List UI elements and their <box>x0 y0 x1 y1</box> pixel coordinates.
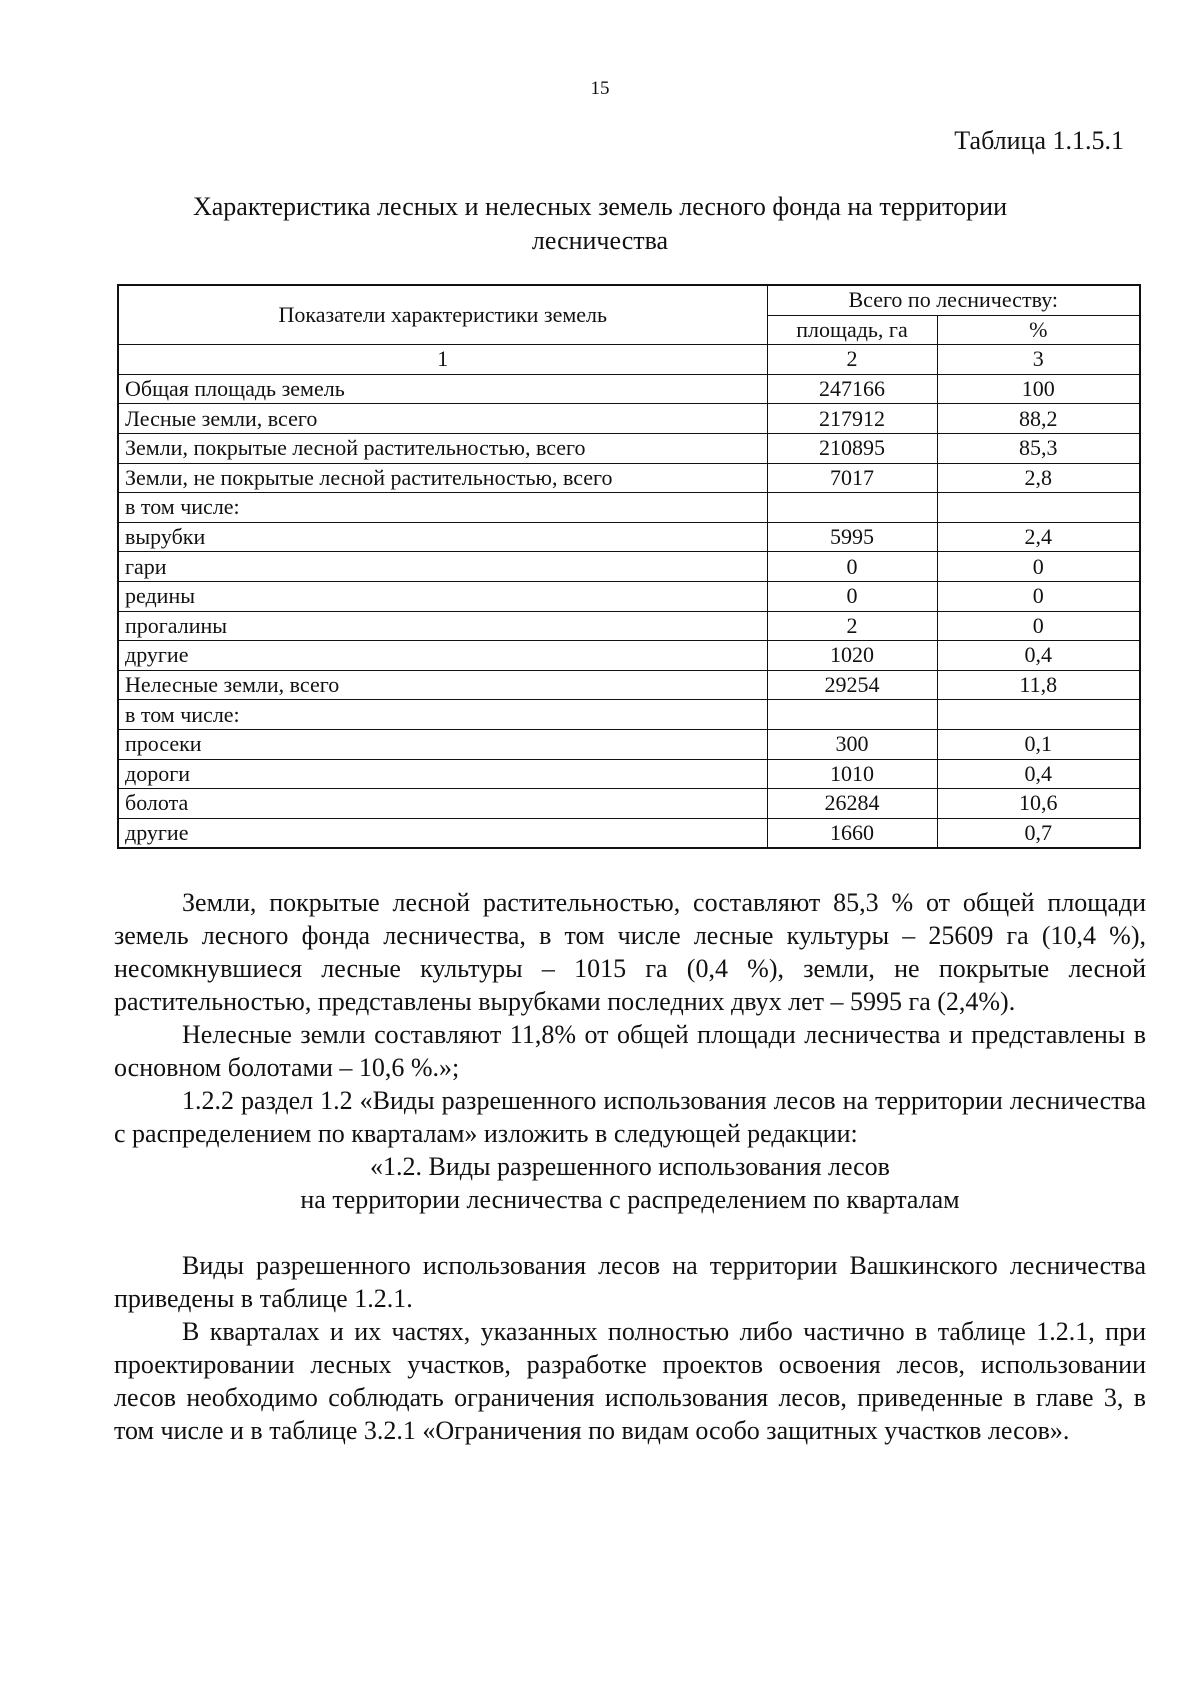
page-number: 15 <box>590 78 610 99</box>
row-area-value: 1020 <box>767 641 937 671</box>
row-indicator-name: Нелесные земли, всего <box>118 670 767 700</box>
row-indicator-name: болота <box>118 789 767 819</box>
row-percent-value: 100 <box>937 374 1140 404</box>
table-row <box>118 789 1140 819</box>
row-indicator-name: Земли, покрытые лесной растительностью, всего <box>118 433 767 463</box>
row-percent-value: 0 <box>937 611 1140 641</box>
row-area-value <box>767 700 937 730</box>
row-indicator-name: дороги <box>118 759 767 789</box>
row-indicator-name: в том числе: <box>118 493 767 523</box>
row-percent-value: 0,4 <box>937 641 1140 671</box>
table-row <box>118 581 1140 611</box>
row-area-value: 210895 <box>767 433 937 463</box>
paragraph-restrictions: В кварталах и их частях, указанных полностью либо частично в таблице 1.2.1, при проектировании лесных участков, разработке проектов освоения лесов, использовании лесов необходимо соблюдать ограничения использования лесов, приведенные в главе 3, в том числе и в таблице 3.2.1 «Ограничения по видам особо защитных участков лесов». <box>114 1317 1146 1445</box>
section-title-line-1: «1.2. Виды разрешенного использования лесов <box>370 1152 890 1181</box>
column-number: 3 <box>937 345 1140 375</box>
row-percent-value: 85,3 <box>937 433 1140 463</box>
row-percent-value: 88,2 <box>937 404 1140 434</box>
row-indicator-name: в том числе: <box>118 700 767 730</box>
row-indicator-name: Лесные земли, всего <box>118 404 767 434</box>
row-indicator-name: просеки <box>118 729 767 759</box>
row-area-value: 1010 <box>767 759 937 789</box>
row-indicator-name: Земли, не покрытые лесной растительностью, всего <box>118 463 767 493</box>
header-area: площадь, га <box>767 315 937 345</box>
table-row <box>118 641 1140 671</box>
paragraph-usage-types: Виды разрешенного использования лесов на территории Вашкинского лесничества приведены в таблице 1.2.1. <box>114 1251 1146 1313</box>
row-indicator-name: другие <box>118 641 767 671</box>
paragraph-nonforest: Нелесные земли составляют 11,8% от общей площади лесничества и представлены в основном болотами – 10,6 %.»; <box>114 1020 1146 1082</box>
row-area-value: 0 <box>767 552 937 582</box>
row-indicator-name: прогалины <box>118 611 767 641</box>
row-area-value: 29254 <box>767 670 937 700</box>
paragraph-section-amendment: 1.2.2 раздел 1.2 «Виды разрешенного использования лесов на территории лесничества с распределением по кварталам» изложить в следующей редакции: <box>114 1086 1146 1148</box>
row-area-value: 217912 <box>767 404 937 434</box>
table-row <box>118 374 1140 404</box>
land-characteristics-table <box>117 284 1141 849</box>
row-percent-value <box>937 493 1140 523</box>
header-percent: % <box>937 315 1140 345</box>
row-percent-value: 11,8 <box>937 670 1140 700</box>
table-row <box>118 404 1140 434</box>
column-number: 2 <box>767 345 937 375</box>
row-percent-value: 2,8 <box>937 463 1140 493</box>
table-row <box>118 611 1140 641</box>
header-indicator: Показатели характеристики земель <box>118 285 767 345</box>
body-text <box>114 886 1146 1447</box>
row-percent-value: 0,7 <box>937 818 1140 848</box>
table-row <box>118 818 1140 848</box>
row-area-value <box>767 493 937 523</box>
table-row <box>118 729 1140 759</box>
table-header-row <box>118 285 1140 315</box>
table-row <box>118 670 1140 700</box>
table-row <box>118 433 1140 463</box>
row-indicator-name: редины <box>118 581 767 611</box>
row-area-value: 2 <box>767 611 937 641</box>
table-row <box>118 700 1140 730</box>
table-row <box>118 463 1140 493</box>
row-percent-value: 0,1 <box>937 729 1140 759</box>
row-area-value: 7017 <box>767 463 937 493</box>
header-total: Всего по лесничеству: <box>767 285 1140 315</box>
row-indicator-name: вырубки <box>118 522 767 552</box>
row-percent-value <box>937 700 1140 730</box>
table-row <box>118 493 1140 523</box>
row-indicator-name: другие <box>118 818 767 848</box>
row-percent-value: 10,6 <box>937 789 1140 819</box>
column-number: 1 <box>118 345 767 375</box>
table-title-line-1: Характеристика лесных и нелесных земель лесного фонда на территории <box>192 192 1007 221</box>
table-row <box>118 759 1140 789</box>
row-indicator-name: гари <box>118 552 767 582</box>
row-area-value: 0 <box>767 581 937 611</box>
row-percent-value: 0 <box>937 552 1140 582</box>
row-area-value: 300 <box>767 729 937 759</box>
table-label: Таблица 1.1.5.1 <box>954 126 1124 155</box>
row-area-value: 5995 <box>767 522 937 552</box>
row-area-value: 26284 <box>767 789 937 819</box>
table-title <box>120 190 1080 258</box>
row-percent-value: 0 <box>937 581 1140 611</box>
table-row <box>118 552 1140 582</box>
column-number-row <box>118 345 1140 375</box>
row-percent-value: 0,4 <box>937 759 1140 789</box>
table-title-line-2: лесничества <box>531 226 669 255</box>
row-percent-value: 2,4 <box>937 522 1140 552</box>
row-area-value: 1660 <box>767 818 937 848</box>
row-area-value: 247166 <box>767 374 937 404</box>
paragraph-forest-covered: Земли, покрытые лесной растительностью, составляют 85,3 % от общей площади земель лесного фонда лесничества, в том числе лесные культуры – 25609 га (10,4 %), несомкнувшиеся лесные культуры – 1015 га (0,4 %), земли, не покрытые лесной растительностью, представлены вырубками последних двух лет – 5995 га (2,4%). <box>114 888 1146 1016</box>
section-title-line-2: на территории лесничества с распределением по кварталам <box>300 1185 960 1214</box>
table-row <box>118 522 1140 552</box>
row-indicator-name: Общая площадь земель <box>118 374 767 404</box>
